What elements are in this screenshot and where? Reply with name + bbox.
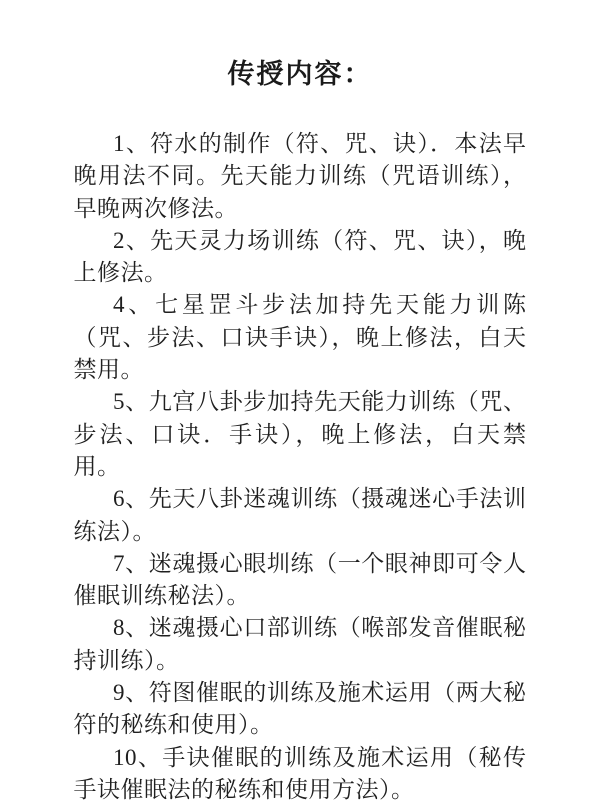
list-item-7: 7、迷魂摄心眼圳练（一个眼神即可令人催眠训练秘法）。 [73,550,527,609]
list-item-4: 4、七星罡斗步法加持先天能力训陈（咒、步法、口诀手诀），晚上修法，白天禁用。 [73,292,527,383]
list-item-5: 5、九宫八卦步加持先天能力训练（咒、步法、口诀．手诀），晚上修法，白天禁用。 [73,389,527,479]
content-list [74,128,527,806]
list-item-6: 6、先天八卦迷魂训练（摄魂迷心手法训练法）。 [73,486,527,544]
list-item-1: 1、符水的制作（符、咒、诀）．本法早晚用法不同。先天能力训练（咒语训练），早晚两次修法。 [73,131,527,221]
list-item-8: 8、迷魂摄心口部训练（喉部发音催眠秘持训练）。 [73,615,527,673]
list-item-2: 2、先天灵力场训练（符、咒、诀），晚上修法。 [73,227,527,286]
page-title: 传授内容： [227,59,373,89]
list-item-9: 9、符图催眠的训练及施术运用（两大秘符的秘练和使用）。 [73,680,527,738]
list-item-10: 10、手诀催眠的训练及施术运用（秘传手诀催眠法的秘练和使用方法）。 [73,744,527,802]
